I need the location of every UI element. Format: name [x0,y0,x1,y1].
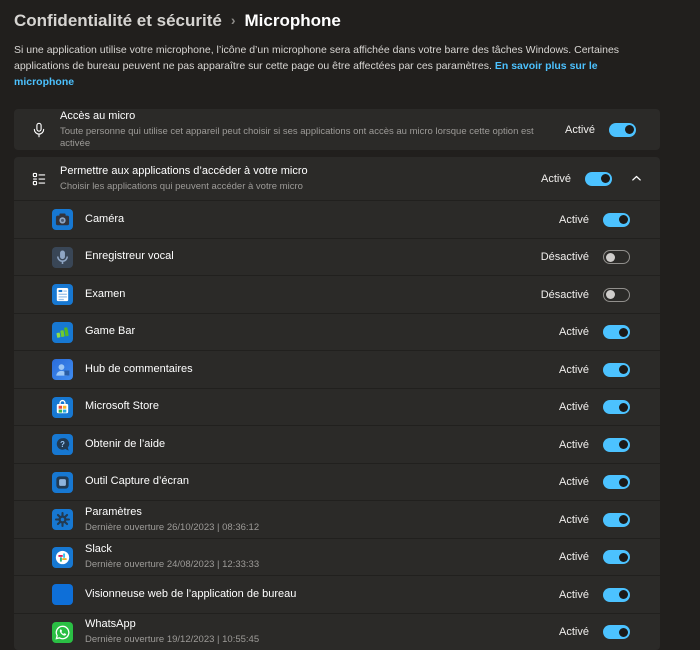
page-title: Microphone [244,11,341,30]
app-name: Microsoft Store [85,400,159,413]
app-row [14,200,660,238]
toggle-status-label: Activé [559,476,589,488]
allow-apps-subtitle: Choisir les applications qui peuvent accéder à votre micro [60,180,303,192]
chevron-right-icon: › [230,12,236,28]
app-mic-toggle[interactable] [603,288,630,302]
app-name: Game Bar [85,325,136,338]
app-mic-toggle[interactable] [603,513,630,527]
app-row [14,538,660,576]
desktop-app-web-viewer-icon [52,584,73,605]
learn-more-link[interactable]: En savoir plus sur le microphone [14,59,598,88]
app-row [14,313,660,351]
app-row [14,238,660,276]
app-mic-toggle[interactable] [603,400,630,414]
page-description [14,43,660,90]
toggle-status-label: Activé [559,213,589,226]
allow-apps-card [14,157,660,650]
app-name: Paramètres [85,505,142,518]
toggle-status-label: Activé [559,401,589,413]
app-row [14,388,660,426]
toggle-status-label: Activé [559,513,589,526]
app-row [14,463,660,501]
app-mic-toggle[interactable] [603,363,630,377]
breadcrumb-parent[interactable]: Confidentialité et sécurité [14,11,222,30]
breadcrumb [14,0,660,31]
mic-access-status: Activé [565,123,595,136]
app-mic-toggle[interactable] [603,325,630,339]
description-text: Si une application utilise votre microphone, l’icône d’un microphone sera affichée dans votre barre des tâches Windows. Certaines applications de bureau peuvent ne pas apparaître sur cette page ou être affectées par ces paramètres. [14,44,620,72]
app-mic-toggle[interactable] [603,550,630,564]
mic-access-subtitle: Toute personne qui utilise cet appareil peut choisir si ses applications ont accès au micro lorsque cette option est activée [60,126,534,149]
app-list [14,200,660,650]
whatsapp-icon [52,622,73,643]
app-name: Enregistreur vocal [85,250,174,263]
toggle-status-label: Activé [559,363,589,376]
app-last-used: Dernière ouverture 26/10/2023 | 08:36:12 [85,521,260,533]
toggle-status-label: Activé [559,588,589,601]
app-name: Caméra [85,212,125,225]
toggle-status-label: Désactivé [540,288,589,301]
slack-icon [52,547,73,568]
app-name: Examen [85,287,126,300]
app-row [14,500,660,538]
checklist-icon [27,170,51,188]
voice-recorder-icon [52,247,73,268]
snipping-tool-icon [52,472,73,493]
app-name: Slack [85,543,112,556]
app-last-used: Dernière ouverture 19/12/2023 | 10:55:45 [85,634,260,646]
app-row [14,350,660,388]
toggle-status-label: Activé [559,626,589,638]
microsoft-store-icon [52,397,73,418]
app-name: Obtenir de l’aide [85,437,166,450]
app-mic-toggle[interactable] [603,588,630,602]
exam-icon [52,284,73,305]
app-row [14,425,660,463]
app-row [14,575,660,613]
toggle-status-label: Activé [559,438,589,451]
chevron-up-icon[interactable] [628,171,644,187]
allow-apps-status: Activé [541,172,571,185]
feedback-hub-icon [52,359,73,380]
mic-access-card [14,109,660,150]
app-name: WhatsApp [85,618,136,631]
app-name: Hub de commentaires [85,362,193,375]
app-row [14,613,660,650]
settings-icon [52,509,73,530]
camera-icon [52,209,73,230]
app-mic-toggle[interactable] [603,213,630,227]
svg-text:?: ? [60,439,65,449]
app-mic-toggle[interactable] [603,250,630,264]
toggle-status-label: Activé [559,326,589,338]
app-name: Outil Capture d’écran [85,475,189,488]
toggle-status-label: Désactivé [540,251,589,263]
toggle-status-label: Activé [559,551,589,563]
app-mic-toggle[interactable] [603,438,630,452]
app-mic-toggle[interactable] [603,625,630,639]
mic-access-toggle[interactable] [609,123,636,137]
microphone-icon [27,121,51,139]
mic-access-title: Accès au micro [60,110,136,123]
app-name: Visionneuse web de l’application de bureau [85,587,297,600]
allow-apps-header-row [14,157,660,200]
mic-access-row [14,109,660,150]
get-help-icon [52,434,73,455]
allow-apps-title: Permettre aux applications d’accéder à votre micro [60,165,308,178]
allow-apps-toggle[interactable] [585,172,612,186]
app-row [14,275,660,313]
game-bar-icon [52,322,73,343]
app-mic-toggle[interactable] [603,475,630,489]
app-last-used: Dernière ouverture 24/08/2023 | 12:33:33 [85,559,260,571]
